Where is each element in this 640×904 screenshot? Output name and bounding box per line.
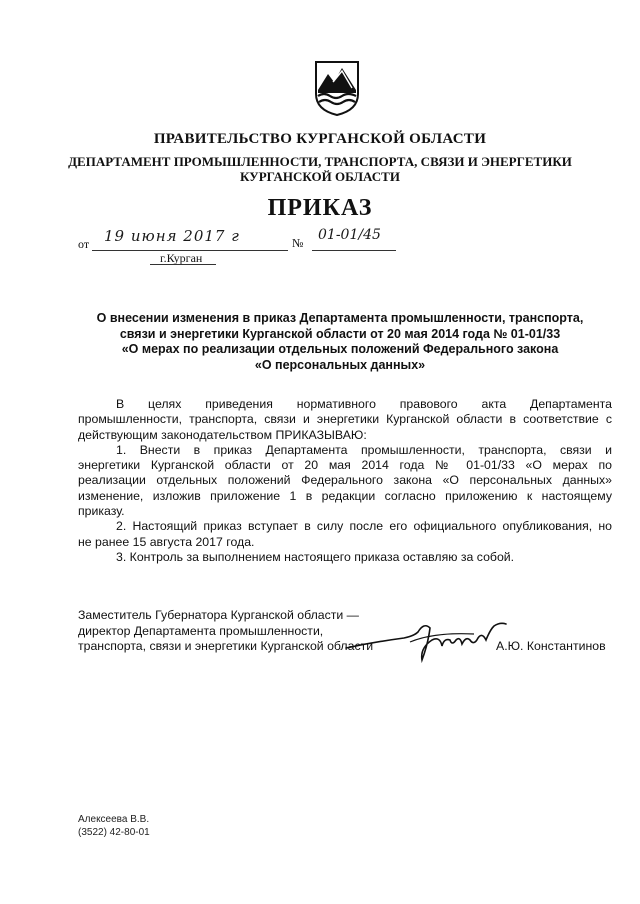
body-line: реализации отдельных положений Федерального закона «О персональных данных» bbox=[78, 473, 612, 488]
body-line: энергетики Курганской области от 20 мая 2014 года № 01-01/33 «О мерах по bbox=[78, 458, 612, 473]
body-line: 3. Контроль за выполнением настоящего приказа оставляю за собой. bbox=[116, 549, 515, 564]
city-label: г.Курган bbox=[160, 251, 203, 265]
signatory-position-line: Заместитель Губернатора Курганской области — bbox=[78, 608, 359, 622]
body-line: не ранее 15 августа 2017 года. bbox=[78, 534, 255, 549]
city-underline bbox=[150, 264, 216, 265]
order-title bbox=[70, 311, 610, 373]
date-prefix-label: от bbox=[78, 237, 90, 251]
document-type: ПРИКАЗ bbox=[267, 195, 373, 221]
title-line: связи и энергетики Курганской области от 20 мая 2014 года № 01-01/33 bbox=[119, 326, 561, 341]
handwritten-date: 19 июня 2017 г bbox=[104, 227, 240, 245]
body-line: действующим законодательством ПРИКАЗЫВАЮ: bbox=[78, 427, 367, 442]
department-title-line1: ДЕПАРТАМЕНТ ПРОМЫШЛЕННОСТИ, ТРАНСПОРТА, СВЯЗИ И ЭНЕРГЕТИКИ bbox=[68, 154, 572, 169]
title-line: «О мерах по реализации отдельных положений Федерального закона bbox=[121, 342, 559, 356]
body-line: промышленности, транспорта, связи и энергетики Курганской области в соответствие с bbox=[78, 412, 612, 427]
number-label: № bbox=[292, 236, 304, 250]
handwritten-number: 01-01/45 bbox=[318, 227, 381, 243]
title-line: О внесении изменения в приказ Департамента промышленности, транспорта, bbox=[96, 311, 584, 325]
body-line: изменение, изложив приложение 1 в редакции согласно приложению к настоящему bbox=[78, 488, 612, 503]
signatory-block bbox=[78, 608, 373, 655]
contact-block bbox=[78, 813, 150, 839]
title-line: «О персональных данных» bbox=[254, 357, 426, 372]
signatory-position-line: директор Департамента промышленности, bbox=[78, 623, 324, 638]
government-title: ПРАВИТЕЛЬСТВО КУРГАНСКОЙ ОБЛАСТИ bbox=[153, 131, 487, 147]
body-line: 1. Внести в приказ Департамента промышленности, транспорта, связи и bbox=[116, 442, 612, 457]
signatory-name: А.Ю. Константинов bbox=[496, 639, 606, 653]
contact-person: Алексеева В.В. bbox=[78, 814, 150, 825]
order-body bbox=[78, 397, 612, 565]
body-line: 2. Настоящий приказ вступает в силу после его официального опубликования, но bbox=[116, 519, 612, 534]
coat-of-arms-icon bbox=[314, 60, 360, 116]
body-line: приказу. bbox=[78, 504, 125, 519]
body-line: В целях приведения нормативного правового акта Департамента bbox=[116, 397, 612, 411]
contact-phone: (3522) 42-80-01 bbox=[78, 827, 150, 838]
handwritten-signature bbox=[344, 618, 508, 666]
department-title-line2: КУРГАНСКОЙ ОБЛАСТИ bbox=[240, 169, 400, 184]
signatory-position-line: транспорта, связи и энергетики Курганской области bbox=[78, 639, 374, 653]
